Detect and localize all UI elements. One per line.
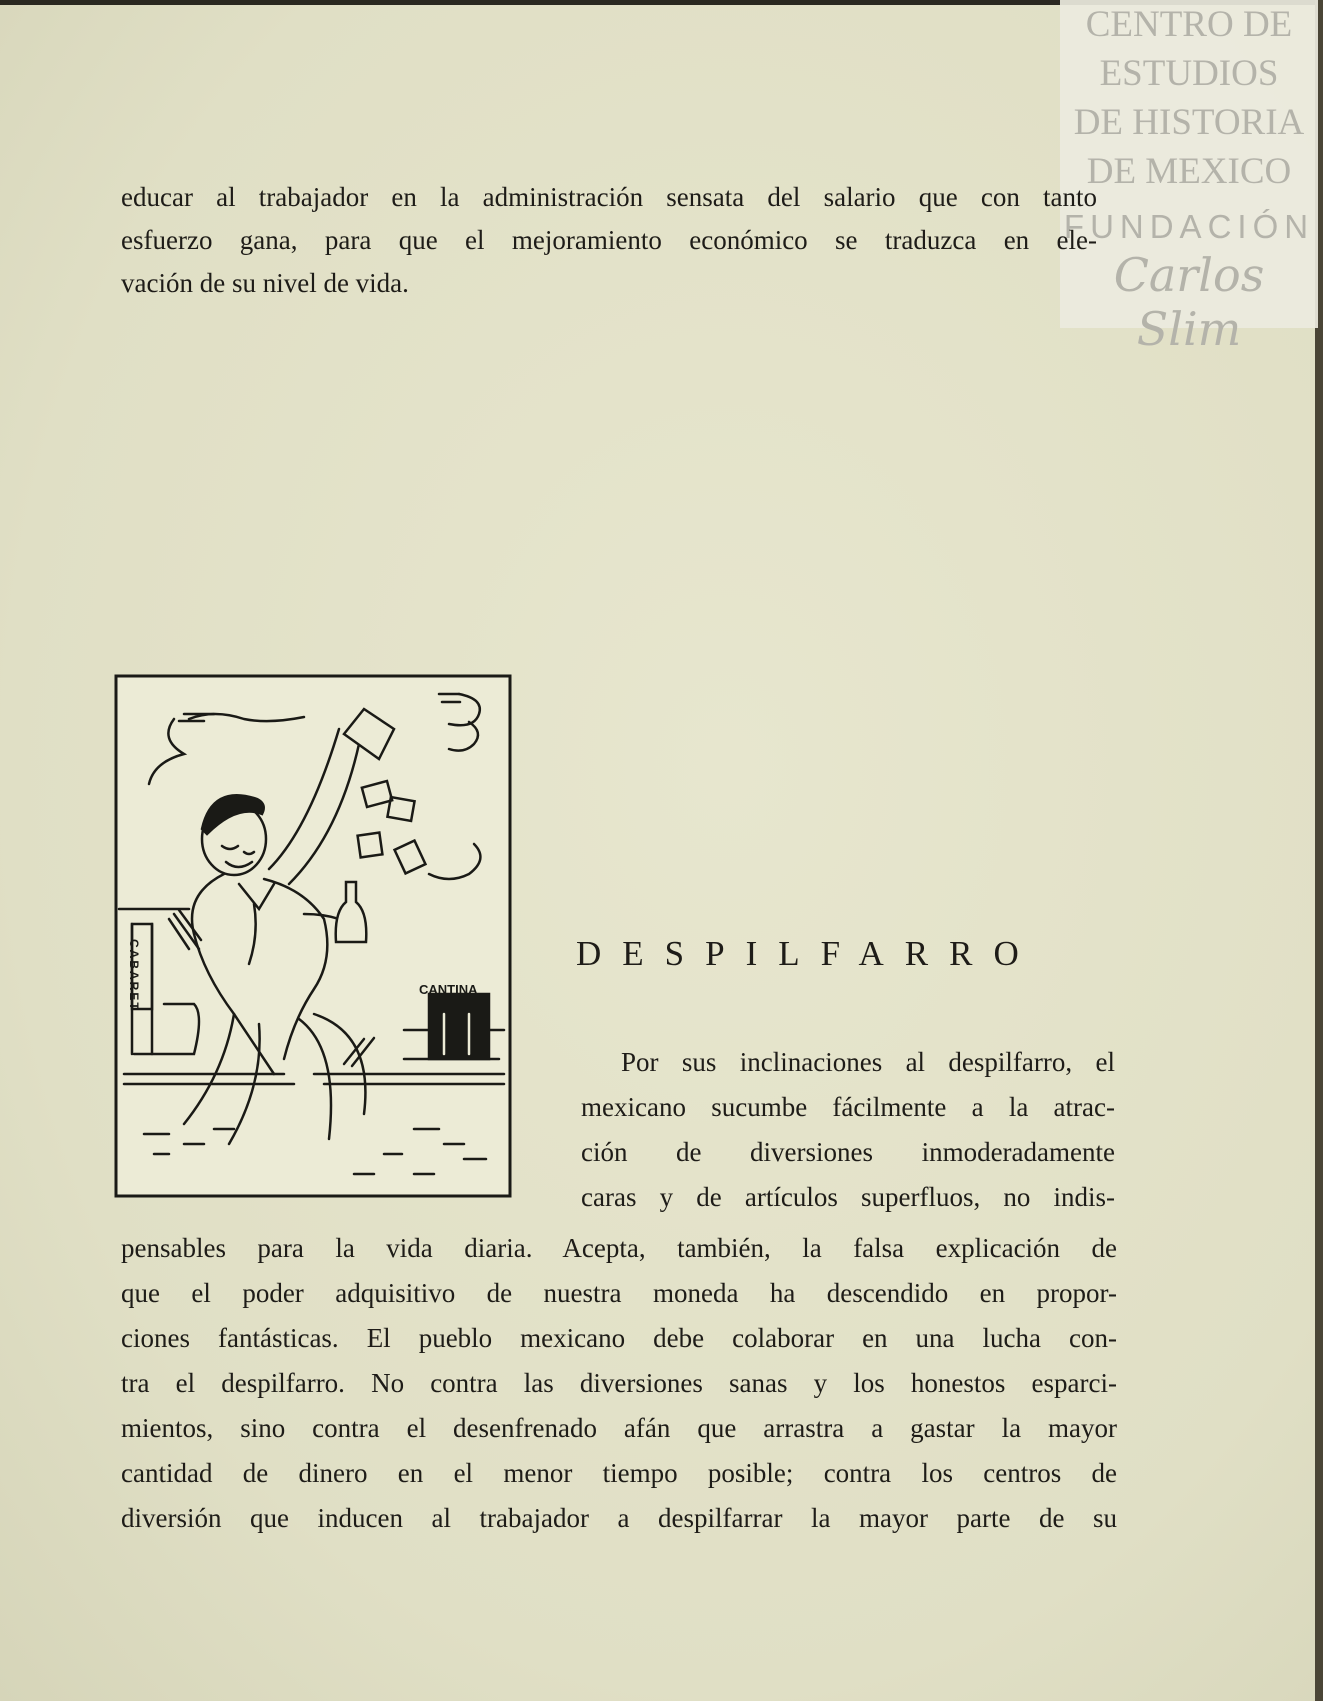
text-line: ciones fantásticas. El pueblo mexicano debe colaborar en una lucha con- — [121, 1323, 1117, 1353]
text-line: esfuerzo gana, para que el mejoramiento económico se traduzca en ele- — [121, 225, 1097, 255]
text-line: tra el despilfarro. No contra las diversiones sanas y los honestos esparci- — [121, 1368, 1117, 1398]
watermark-line: CENTRO DE — [1085, 4, 1293, 45]
text-line: cantidad de dinero en el menor tiempo posible; contra los centros de — [121, 1458, 1117, 1488]
text-line: vación de su nivel de vida. — [121, 268, 409, 298]
cartoon-illustration — [114, 674, 512, 1198]
cantina-sign: CANTINA — [419, 982, 478, 997]
paragraph-despilfarro-full — [121, 1226, 1117, 1541]
paragraph-intro — [121, 176, 1097, 305]
watermark-line: DE MEXICO — [1086, 151, 1292, 192]
text-line: que el poder adquisitivo de nuestra moneda ha descendido en propor- — [121, 1278, 1117, 1308]
text-line: mexicano sucumbe fácilmente a la atrac- — [581, 1092, 1115, 1122]
text-line: caras y de artículos superfluos, no indis- — [581, 1182, 1115, 1212]
text-line: Por sus inclinaciones al despilfarro, el — [621, 1047, 1115, 1077]
archive-watermark — [1060, 0, 1318, 356]
text-line: mientos, sino contra el desenfrenado afán que arrastra a gastar la mayor — [121, 1413, 1117, 1443]
text-line: diversión que inducen al trabajador a despilfarrar la mayor parte de su — [121, 1503, 1117, 1533]
watermark-signature: Carlos Slim — [1113, 248, 1265, 356]
watermark-fundacion: FUNDACIÓN — [1063, 208, 1315, 245]
watermark-line: DE HISTORIA — [1073, 102, 1305, 143]
text-line: educar al trabajador en la administración sensata del salario que con tanto — [121, 182, 1097, 212]
cabaret-sign: CABARET — [127, 939, 141, 1012]
section-heading: DESPILFARRO — [576, 934, 1040, 973]
text-line: pensables para la vida diaria. Acepta, también, la falsa explicación de — [121, 1233, 1117, 1263]
text-line: ción de diversiones inmoderadamente — [581, 1137, 1115, 1167]
paragraph-despilfarro-beside — [581, 1040, 1115, 1220]
watermark-line: ESTUDIOS — [1099, 53, 1279, 94]
